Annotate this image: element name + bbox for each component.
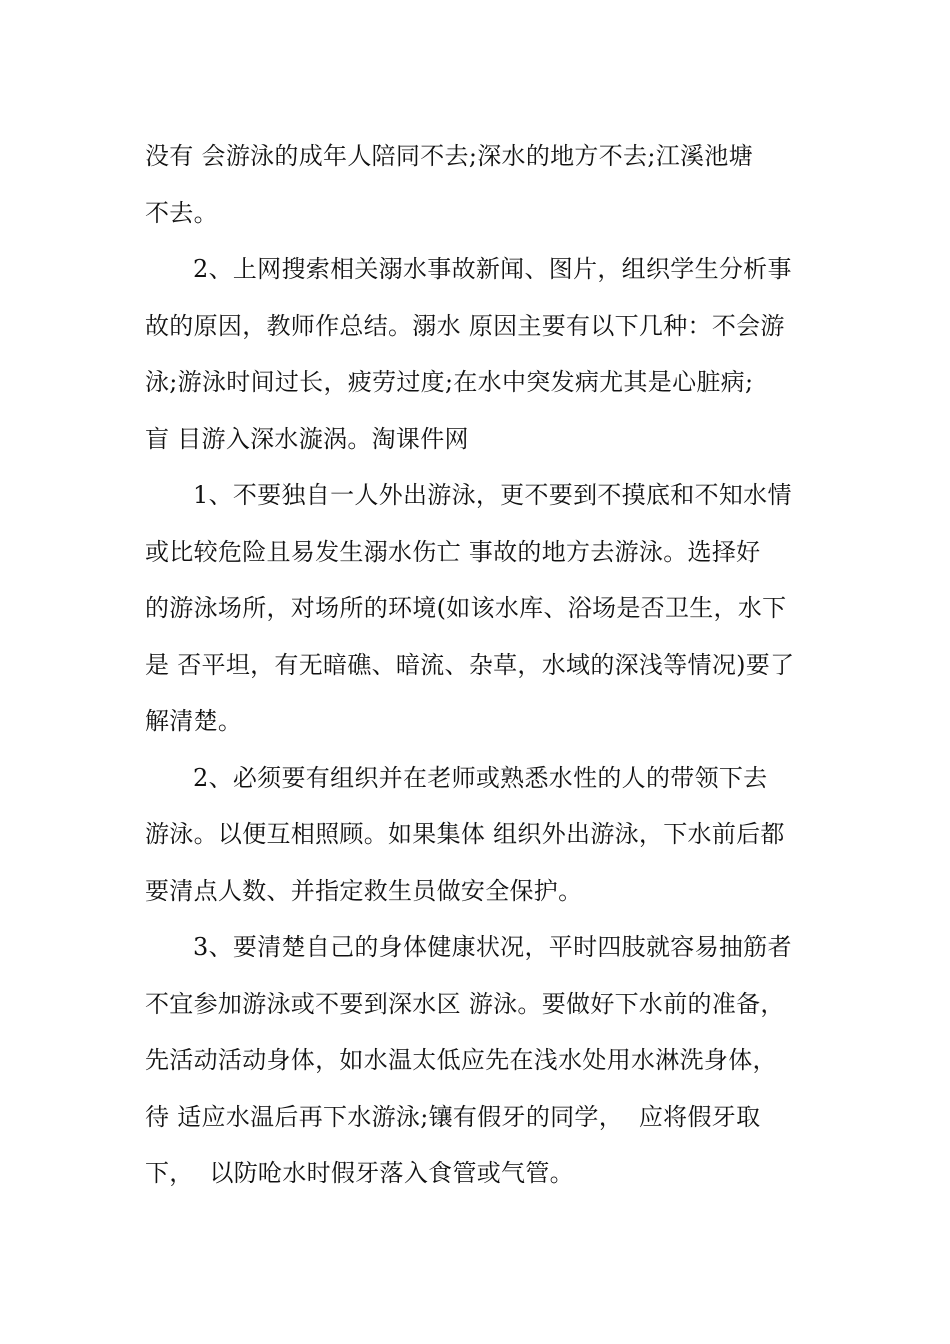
text-line: 3、要清楚自己的身体健康状况，平时四肢就容易抽筋者 xyxy=(193,933,792,961)
text-line: 没有 会游泳的成年人陪同不去;深水的地方不去;江溪池塘 xyxy=(145,142,753,170)
paragraph xyxy=(145,919,810,1202)
text-line: 1、不要独自一人外出游泳，更不要到不摸底和不知水情 xyxy=(193,481,792,509)
text-line: 待 适应水温后再下水游泳;镶有假牙的同学， 应将假牙取 xyxy=(145,1102,761,1131)
paragraph xyxy=(145,467,810,750)
text-line: 解清楚。 xyxy=(145,707,243,735)
paragraph xyxy=(145,128,810,241)
document-body xyxy=(145,128,810,1202)
text-line: 要清点人数、并指定救生员做安全保护。 xyxy=(145,876,583,905)
text-line: 或比较危险且易发生溺水伤亡 事故的地方去游泳。选择好 xyxy=(145,537,761,566)
text-line: 2、上网搜索相关溺水事故新闻、图片，组织学生分析事 xyxy=(193,255,792,283)
text-line: 不宜参加游泳或不要到深水区 游泳。要做好下水前的准备， xyxy=(145,989,785,1018)
paragraph xyxy=(145,750,810,920)
text-line: 盲 目游入深水漩涡。淘课件网 xyxy=(145,424,469,453)
text-line: 泳;游泳时间过长，疲劳过度;在水中突发病尤其是心脏病; xyxy=(145,368,754,396)
text-line: 2、必须要有组织并在老师或熟悉水性的人的带领下去 xyxy=(193,763,768,792)
text-line: 下， 以防呛水时假牙落入食管或气管。 xyxy=(145,1159,574,1187)
text-line: 不去。 xyxy=(145,198,218,227)
paragraph xyxy=(145,241,810,467)
text-line: 的游泳场所，对场所的环境(如该水库、浴场是否卫生，水下 xyxy=(145,594,787,622)
text-line: 先活动活动身体，如水温太低应先在浅水处用水淋洗身体， xyxy=(145,1046,777,1074)
text-line: 游泳。以便互相照顾。如果集体 组织外出游泳，下水前后都 xyxy=(145,820,785,848)
text-line: 故的原因，教师作总结。溺水 原因主要有以下几种：不会游 xyxy=(145,311,785,340)
text-line: 是 否平坦，有无暗礁、暗流、杂草，水域的深浅等情况)要了 xyxy=(145,650,795,679)
